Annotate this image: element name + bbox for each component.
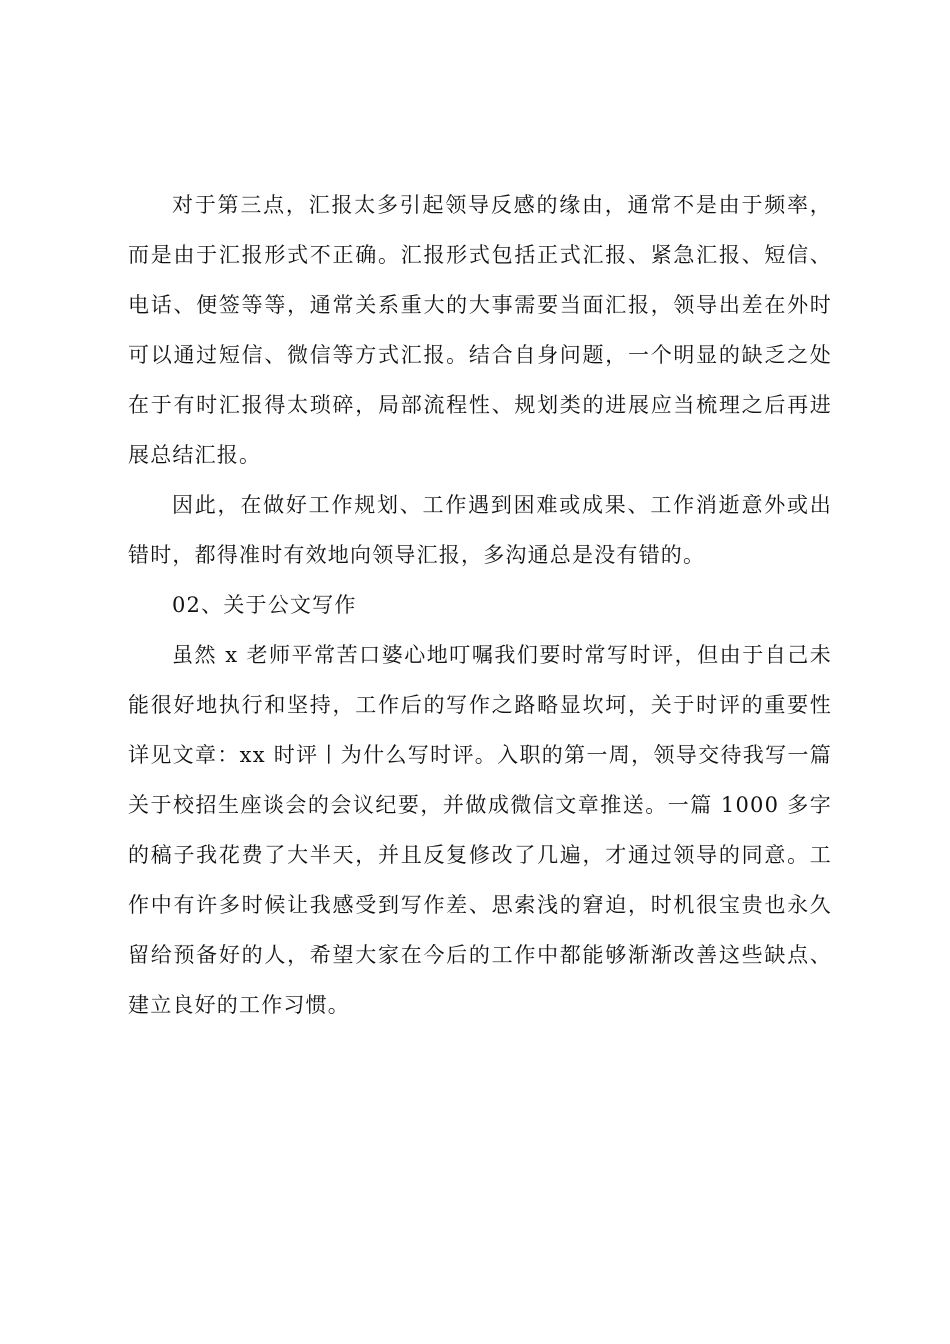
paragraph-report-forms: 对于第三点，汇报太多引起领导反感的缘由，通常不是由于频率，而是由于汇报形式不正确。汇报形式包括正式汇报、紧急汇报、短信、电话、便签等等，通常关系重大的大事需要当面汇报，领导出差在外时可以通过短信、微信等方式汇报。结合自身问题，一个明显的缺乏之处在于有时汇报得太琐碎，局部流程性、规划类的进展应当梳理之后再进展总结汇报。 (128, 193, 832, 467)
paragraph-writing: 虽然 x 老师平常苦口婆心地叮嘱我们要时常写时评，但由于自己未能很好地执行和坚持，工作后的写作之路略显坎坷，关于时评的重要性详见文章：xx 时评丨为什么写时评。入职的第一周，领导交待我写一篇关于校招生座谈会的会议纪要，并做成微信文章推送。一篇 1000 多字的稿子我花费了大半天，并且反复修改了几遍，才通过领导的同意。工作中有许多时候让我感受到写作差、思索浅的窘迫，时机很宝贵也永久留给预备好的人，希望大家在今后的工作中都能够渐渐改善这些缺点、建立良好的工作习惯。 (128, 643, 832, 1017)
paragraph-report-timing: 因此，在做好工作规划、工作遇到困难或成果、工作消逝意外或出错时，都得准时有效地向领导汇报，多沟通总是没有错的。 (128, 493, 832, 567)
document-body (128, 180, 832, 1030)
section-heading: 02、关于公文写作 (172, 593, 357, 617)
